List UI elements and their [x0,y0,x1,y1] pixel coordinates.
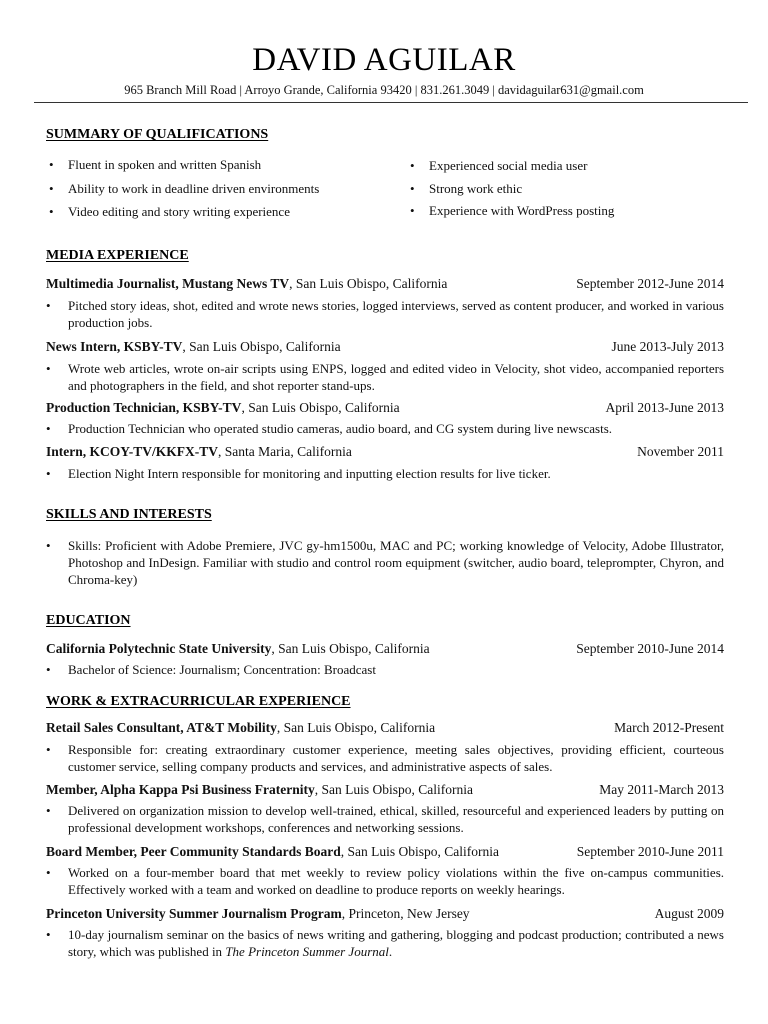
entry-bullet: • Production Technician who operated studio cameras, audio board, and CG system during live newscasts. [46,421,613,436]
contact-line: 965 Branch Mill Road | Arroyo Grande, California 93420 | 831.261.3049 | davidaguilar631@gmail.com [124,83,644,97]
qualification-item: • Video editing and story writing experience [49,204,290,219]
entry-header [46,276,724,292]
entry-location: , San Luis Obispo, California [314,782,474,797]
entry-date: March 2012-Present [614,720,724,735]
section-title-education: EDUCATION [46,613,131,628]
entry-header [46,641,724,657]
entry-role: Multimedia Journalist, Mustang News TV [46,276,290,291]
section-title-work: WORK & EXTRACURRICULAR EXPERIENCE [46,694,351,709]
entry-location: , San Luis Obispo, California [276,720,436,735]
entry-date: August 2009 [654,906,724,921]
entry-header [46,400,724,416]
entry-role: Board Member, Peer Community Standards Board [46,844,341,859]
entry-location: , San Luis Obispo, California [241,400,400,415]
entry-role: Production Technician, KSBY-TV [46,400,242,415]
qualification-item: • Fluent in spoken and written Spanish [49,157,262,172]
entry-role: Princeton University Summer Journalism Program [46,906,342,921]
publication-title: The Princeton Summer Journal [225,944,389,959]
entry-bullet: • Wrote web articles, wrote on-air scripts using ENPS, logged and edited video in Velocity, shot video, accompanied reporters and photographers in the field, and shot reporter stand-ups. [46,361,724,393]
entry-date: September 2010-June 2011 [576,844,724,859]
qualification-item: • Experienced social media user [410,158,588,173]
entry-role: Member, Alpha Kappa Psi Business Fraternity [46,782,315,797]
entry-header [46,782,724,798]
entry-role: California Polytechnic State University [46,641,272,656]
skills-bullet: • Skills: Proficient with Adobe Premiere, JVC gy-hm1500u, MAC and PC; working knowledge of Velocity, Adobe Illustrator, Photoshop and InDesign. Familiar with studio and control room equipment (switcher, audio board, teleprompter, Chyron, and Chroma-key) [46,538,724,587]
entry-location: , San Luis Obispo, California [271,641,430,656]
entry-date: April 2013-June 2013 [605,400,724,415]
entry-role: News Intern, KSBY-TV [46,339,183,354]
entry-bullet: • Bachelor of Science: Journalism; Concentration: Broadcast [46,662,376,677]
header-divider [34,102,748,103]
section-title-skills: SKILLS AND INTERESTS [46,507,212,522]
entry-header [46,720,724,736]
entry-header [46,844,724,860]
entry-bullet: • Responsible for: creating extraordinary customer experience, meeting sales objectives, providing efficient, courteous customer service, selling company products and services, and administrative aspects of sales. [46,742,724,774]
section-title-media: MEDIA EXPERIENCE [46,248,189,263]
entry-role: Intern, KCOY-TV/KKFX-TV [46,444,219,459]
entry-location: , San Luis Obispo, California [340,844,499,859]
entry-date: November 2011 [637,444,724,459]
qualification-item: • Strong work ethic [410,181,523,196]
entry-date: May 2011-March 2013 [599,782,724,797]
qualification-item: • Experience with WordPress posting [410,203,615,218]
entry-location: , Santa Maria, California [218,444,352,459]
entry-bullet: • Worked on a four-member board that met weekly to review policy violations within the five on-campus communities. Effectively worked with a team and worked on deadline to produce reports on weekly hearings. [46,865,724,897]
entry-date: September 2010-June 2014 [576,641,724,656]
entry-location: , San Luis Obispo, California [289,276,448,291]
candidate-name: DAVID AGUILAR [252,42,516,78]
entry-date: September 2012-June 2014 [576,276,724,291]
entry-header [46,339,724,355]
entry-location: , Princeton, New Jersey [341,906,470,921]
entry-header [46,444,724,460]
entry-bullet: • Election Night Intern responsible for monitoring and inputting election results for live ticker. [46,466,551,481]
qualification-item: • Ability to work in deadline driven environments [49,181,320,196]
entry-role: Retail Sales Consultant, AT&T Mobility [46,720,277,735]
entry-bullet: • Delivered on organization mission to develop well-trained, ethical, skilled, resourceful and experienced leaders by putting on professional development workshops, conferences and networking sessions. [46,803,724,835]
entry-header [46,906,724,922]
entry-date: June 2013-July 2013 [611,339,724,354]
entry-bullet: • 10-day journalism seminar on the basics of news writing and gathering, blogging and podcast production; contributed a news story, which was published in The Princeton Summer Journal. [46,927,724,959]
section-title-summary: SUMMARY OF QUALIFICATIONS [46,127,269,142]
entry-bullet: • Pitched story ideas, shot, edited and wrote news stories, logged interviews, served as content producer, and worked in various production jobs. [46,298,724,330]
entry-location: , San Luis Obispo, California [182,339,341,354]
